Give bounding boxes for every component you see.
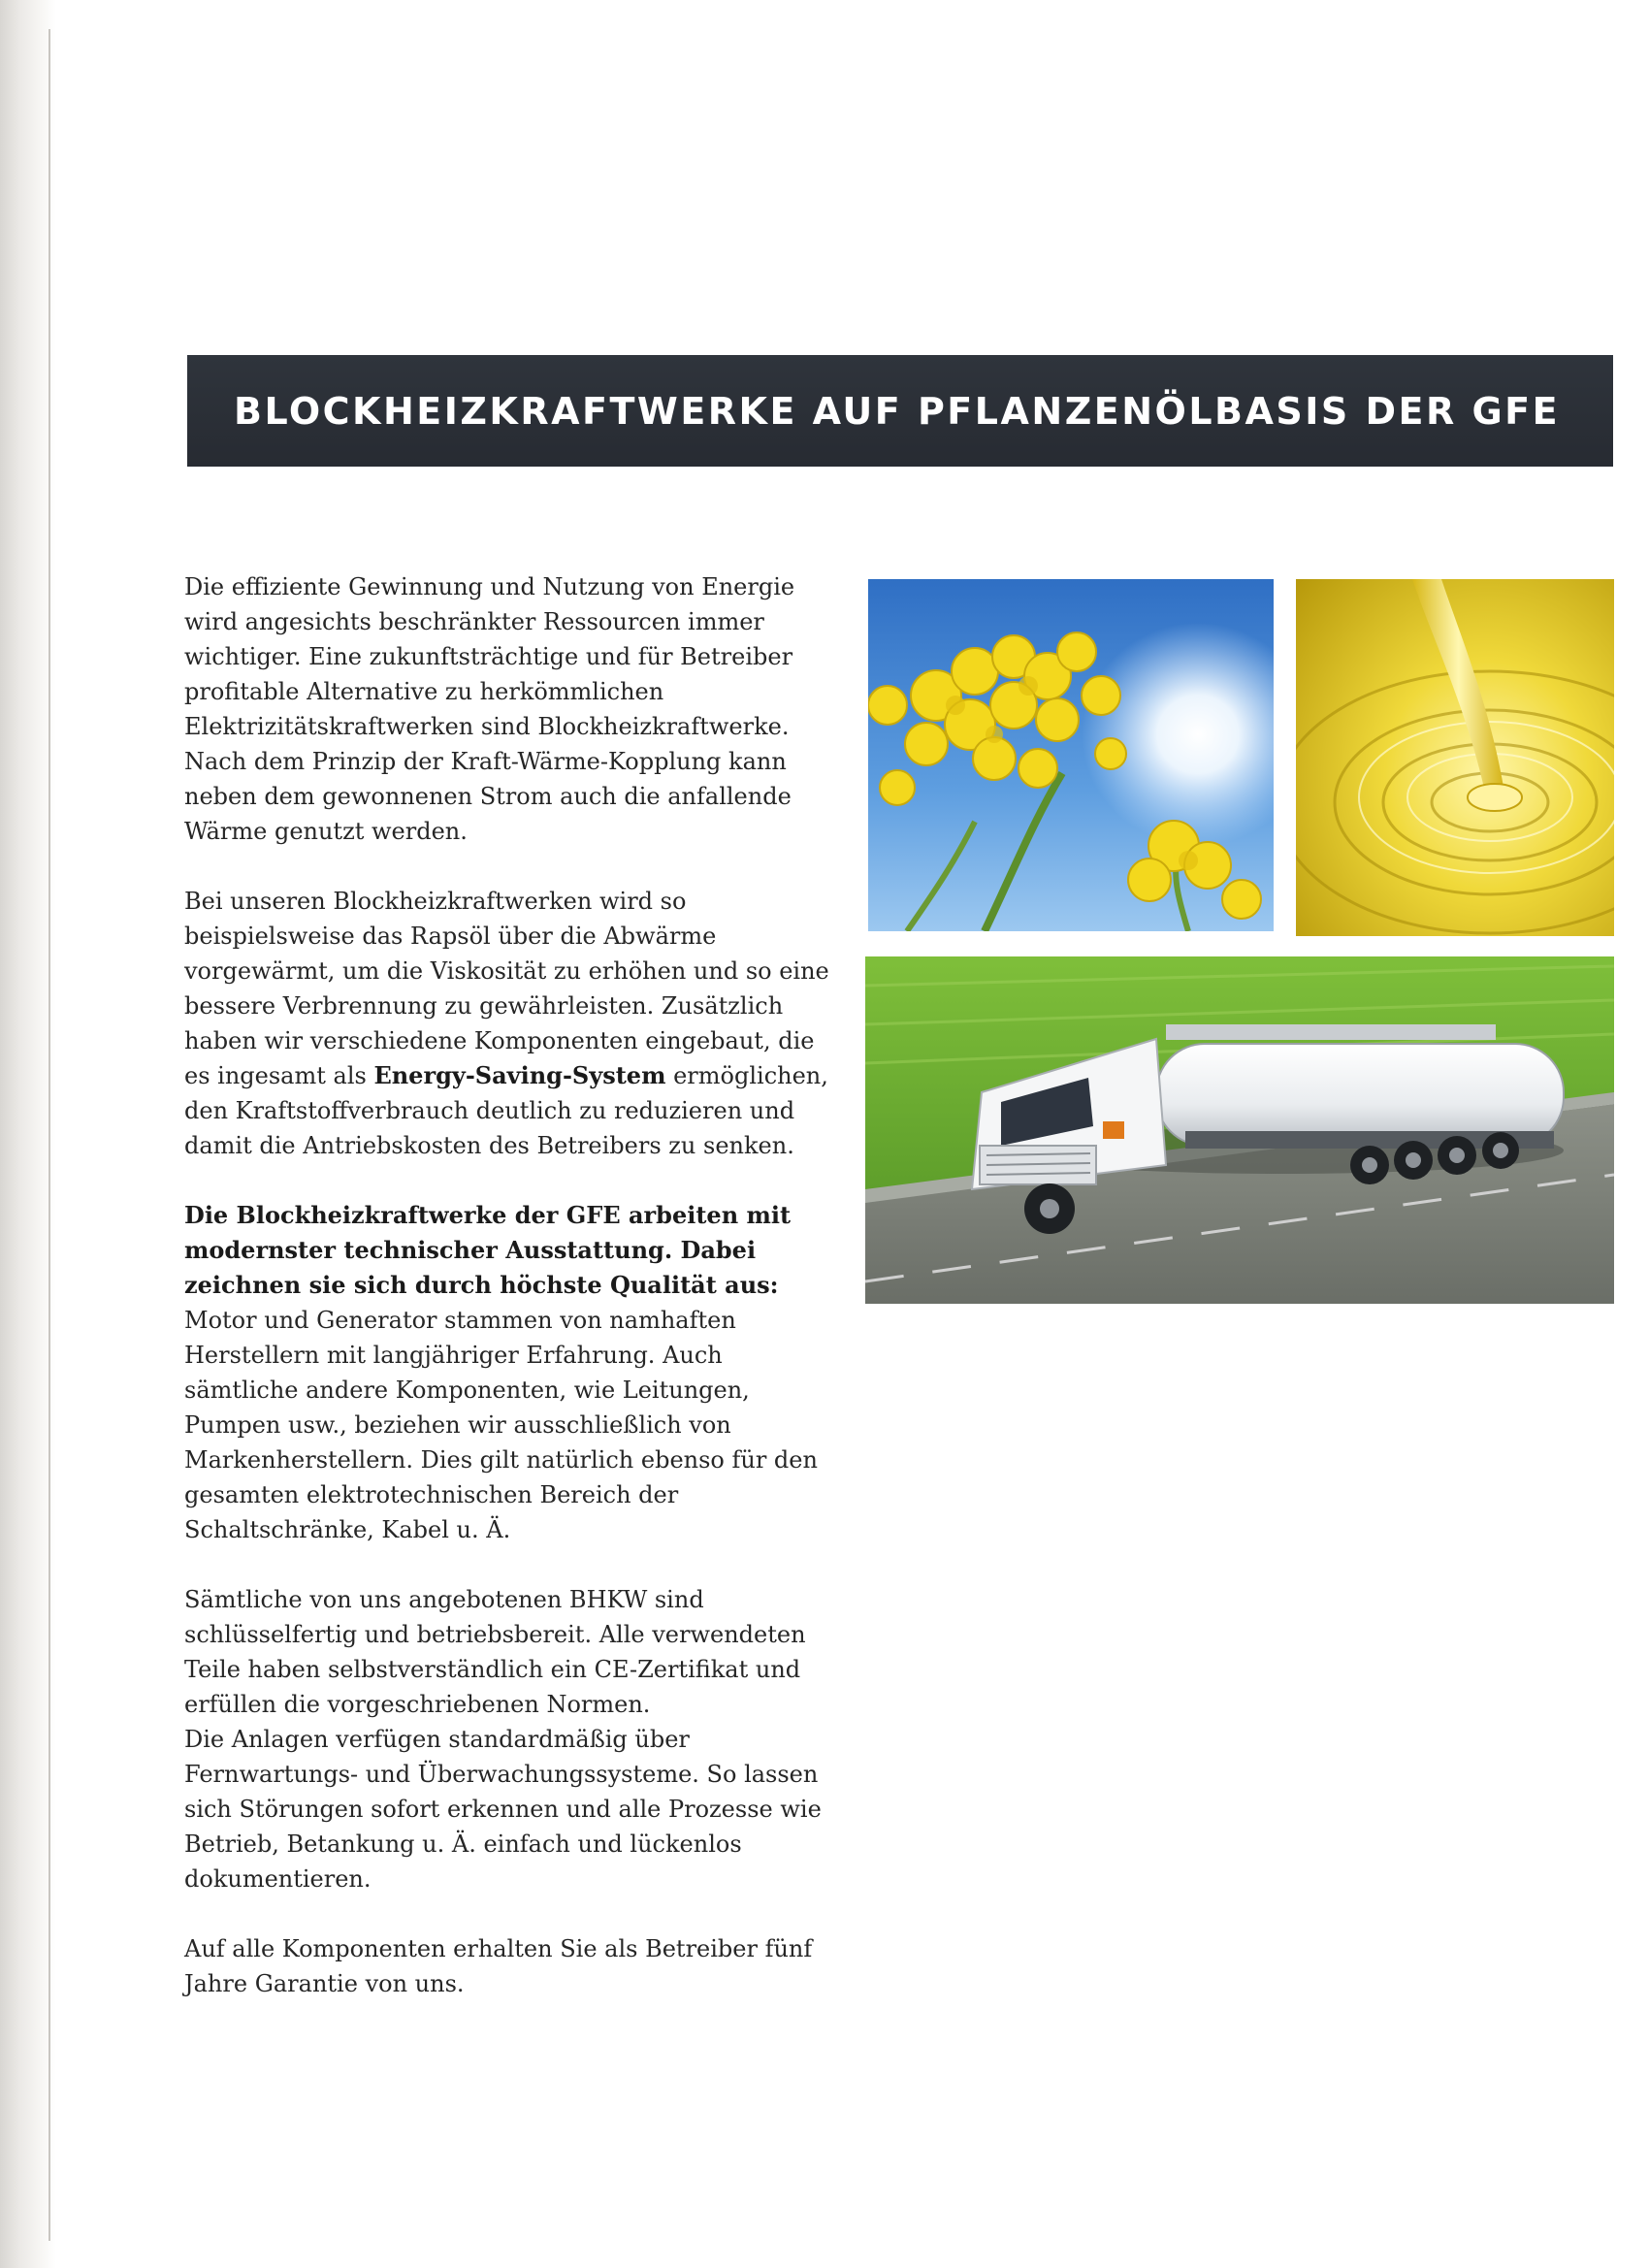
- paragraph-rapeseed-oil: [184, 884, 834, 1163]
- energy-saving-system-term: Energy-Saving-System: [373, 1061, 666, 1089]
- quality-statement: Die Blockheizkraftwerke der GFE arbeiten mit modernster technischer Ausstattung. Dabei zeichnen sie sich durch höchste Qualität aus:: [184, 1201, 792, 1299]
- paragraph-monitoring: Die Anlagen verfügen standardmäßig über Fernwartungs- und Überwachungssysteme. So lassen sich Störungen sofort erkennen und alle Prozesse wie Betrieb, Betankung u. Ä. einfach und lückenlos dokumentieren.: [184, 1726, 822, 1893]
- paragraph-quality-text: Motor und Generator stammen von namhaften Herstellern mit langjähriger Erfahrung. Auch sämtliche andere Komponenten, wie Leitungen, Pumpen usw., beziehen wir ausschließlich von Markenherstellern. Dies gilt natürlich ebenso für den gesamten elektrotechnischen Bereich der Schaltschränke, Kabel u. Ä.: [184, 1307, 818, 1543]
- title-bar: [187, 355, 1613, 467]
- paragraph-warranty: Auf alle Komponenten erhalten Sie als Betreiber fünf Jahre Garantie von uns.: [184, 1935, 813, 1997]
- paragraph-intro: Die effiziente Gewinnung und Nutzung von Energie wird angesichts beschränkter Ressourcen immer wichtiger. Eine zukunftsträchtige und für Betreiber profitable Alternative zu herkömmlichen Elektrizitätskraftwerken sind Blockheizkraftwerke. Nach dem Prinzip der Kraft-Wärme-Kopplung kann neben dem gewonnenen Strom auch die anfallende Wärme genutzt werden.: [184, 573, 795, 845]
- rapeseed-illustration: [868, 579, 1274, 931]
- page-binding-line: [48, 29, 50, 2241]
- paragraph-turnkey: Sämtliche von uns angebotenen BHKW sind schlüsselfertig und betriebsbereit. Alle verwendeten Teile haben selbstverständlich ein CE-Zertifikat und erfüllen die vorgeschriebenen Normen.: [184, 1586, 806, 1718]
- tanker-truck-photo: [865, 956, 1614, 1304]
- page-title: BLOCKHEIZKRAFTWERKE AUF PFLANZENÖLBASIS DER GFE: [234, 389, 1561, 433]
- paragraph-quality: [184, 1198, 834, 1547]
- truck-illustration: [865, 956, 1614, 1304]
- paragraph-rapeseed-oil-text: Bei unseren Blockheizkraftwerken wird so beispielsweise das Rapsöl über die Abwärme vorgewärmt, um die Viskosität zu erhöhen und so eine bessere Verbrennung zu gewährleisten. Zusätzlich haben wir verschiedene Komponenten eingebaut, die es ingesamt als: [184, 888, 829, 1089]
- body-text-column: [184, 569, 834, 2036]
- oil-illustration: [1296, 579, 1614, 936]
- oil-pour-photo: [1296, 579, 1614, 936]
- rapeseed-photo: [868, 579, 1274, 931]
- paragraph-rapeseed-oil-text-end: ermöglichen, den Kraftstoffverbrauch deutlich zu reduzieren und damit die Antriebskosten des Betreibers zu senken.: [184, 1062, 828, 1159]
